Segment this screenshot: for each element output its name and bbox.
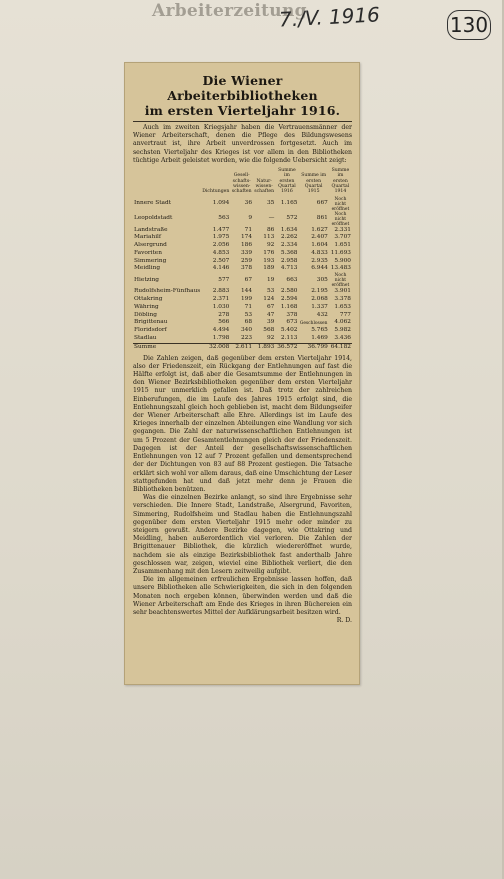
district-cell: Ottakring [134, 296, 163, 303]
value-cell: 4.146 [212, 265, 230, 272]
table-row [133, 227, 352, 235]
value-cell: 5.368 [280, 249, 298, 256]
value-cell: 193 [263, 257, 275, 264]
value-cell: 9 [248, 215, 253, 222]
table-header: Summe im ersten Quartal 1914 [331, 168, 350, 195]
value-cell: 2.594 [280, 296, 298, 303]
value-cell: 1.651 [334, 242, 351, 249]
value-cell: 1.975 [212, 234, 230, 241]
value-cell: 189 [263, 265, 275, 272]
value-cell: 92 [266, 335, 275, 342]
value-cell: 2.883 [212, 288, 230, 295]
newspaper-stamp: Arbeiterzeitung [152, 1, 307, 21]
table-header: Dichtungen [202, 189, 230, 195]
value-cell: 36.799 [298, 343, 328, 351]
table-header [133, 168, 201, 196]
value-cell: 4.713 [280, 265, 298, 272]
value-cell: 1.893 [253, 343, 275, 351]
article-intro: Auch im zweiten Kriegsjahr haben die Vertrauensmänner der Wiener Arbeiterschaft, denen die Pflege des Bildungswesens anvertraut ist, ihre Arbeit unverdrossen fortgesetzt. Auch im sechsten Vierteljahr des Krieges ist vor allem in den Bibliotheken tüchtige Arbeit geleistet worden, wie die folgende Uebersicht zeigt: [133, 124, 352, 164]
district-cell: Mariahilf [134, 234, 162, 241]
table-total-row [133, 343, 352, 351]
handwritten-date: 7./V. 1916 [278, 2, 381, 32]
district-cell: Hietzing [134, 276, 160, 283]
value-cell: 1.165 [280, 200, 298, 207]
value-cell: 53 [244, 311, 253, 318]
value-cell: 340 [240, 327, 253, 334]
value-cell: 53 [266, 288, 275, 295]
table-row [133, 234, 352, 242]
value-cell: 5.765 [311, 327, 328, 334]
value-cell: 64.182 [330, 343, 351, 350]
value-cell: 563 [218, 215, 230, 222]
district-cell: Währing [134, 303, 159, 310]
value-cell: 144 [240, 288, 253, 295]
table-row [133, 242, 352, 250]
district-cell: Simmering [134, 257, 167, 264]
table-header: Natur-wissen-schaften [254, 178, 275, 195]
value-cell: 339 [240, 249, 253, 256]
value-cell: 4.062 [334, 319, 351, 326]
table-header: Summe im ersten Quartal 1916 [278, 168, 296, 195]
value-cell: 1.094 [212, 200, 230, 207]
value-cell: 92 [266, 242, 275, 249]
value-cell: 223 [240, 335, 253, 342]
value-cell: 2.068 [311, 296, 328, 303]
district-cell: Meidling [134, 265, 161, 272]
value-cell: 2.113 [280, 335, 298, 342]
value-cell: 1.627 [311, 226, 328, 233]
value-cell: 3.378 [334, 296, 351, 303]
value-cell: 2.056 [212, 242, 230, 249]
value-cell: 1.030 [212, 303, 230, 310]
district-cell: Alsergrund [134, 242, 167, 249]
district-cell: Summe [133, 343, 201, 351]
value-cell: 2.507 [212, 257, 230, 264]
value-cell: 71 [244, 226, 253, 233]
table-row [133, 197, 352, 212]
value-cell: 2.331 [334, 226, 351, 233]
table-row [133, 319, 352, 327]
value-cell: 1.653 [334, 303, 351, 310]
district-cell: Brigittenau [134, 319, 168, 326]
value-cell: 5.900 [334, 257, 351, 264]
value-cell: 577 [218, 276, 230, 283]
value-cell: 67 [266, 303, 275, 310]
value-cell: 568 [263, 327, 275, 334]
article-title-line2: im ersten Vierteljahr 1916. [144, 103, 341, 118]
table-row [133, 327, 352, 335]
value-cell: 3.436 [334, 335, 351, 342]
value-cell: Noch nicht eröffnet [331, 273, 350, 289]
value-cell: Noch nicht eröffnet [331, 211, 350, 227]
value-cell: 19 [266, 276, 275, 283]
value-cell: 2.262 [280, 234, 298, 241]
district-cell: Floridsdorf [134, 327, 167, 334]
value-cell: 2.407 [311, 234, 328, 241]
archive-number: 130 [447, 10, 491, 40]
value-cell: Noch nicht eröffnet [331, 196, 350, 212]
table-row [133, 265, 352, 273]
table-header-row [133, 168, 352, 196]
value-cell: 572 [286, 215, 298, 222]
value-cell: 4.494 [212, 327, 230, 334]
value-cell: 174 [240, 234, 253, 241]
district-cell: Landstraße [134, 226, 168, 233]
table-row [133, 212, 352, 227]
value-cell: 35 [266, 200, 275, 207]
value-cell: 2.958 [280, 257, 298, 264]
value-cell: 5.982 [334, 327, 351, 334]
value-cell: 305 [316, 276, 328, 283]
value-cell: 113 [263, 234, 275, 241]
table-header: Summe im ersten Quartal 1915 [301, 173, 327, 195]
value-cell: 278 [218, 311, 230, 318]
value-cell: 673 [286, 319, 298, 326]
table-row [133, 258, 352, 266]
value-cell: 2.371 [212, 296, 230, 303]
article-title [133, 73, 352, 118]
value-cell: 2.935 [311, 257, 328, 264]
article-paragraph: Die Zahlen zeigen, daß gegenüber dem ersten Vierteljahr 1914, also der Friedenszeit, ein Rückgang der Entlehnungen auf fast die Hälfte erfolgt ist, daß aber die Gesamtsumme der Entlehnungen in den Wiener Bezirksbibliotheken gegenüber dem ersten Vierteljahr 1915 nur unmerklich gefallen ist. Daß trotz der zahlreichen Einberufungen, die im Laufe des Jahres 1915 erfolgt sind, die Entlehnungszahl gleich hoch geblieben ist, macht dem Bildungseifer der Wiener Arbeiterschaft alle Ehre. Allerdings ist im Laufe des Krieges innerhalb der einzelnen Abteilungen eine Wandlung vor sich gegangen. Die Zahl der naturwissenschaftlichen Entlehnungen ist um 5 Prozent der Gesamtentlehnungen gleich der der Friedenszeit. Dagegen ist der Anteil der gesellschaftswissenschaftlichen Entlehnungen von 12 auf 7 Prozent gefallen und dementsprechend der der Dichtungen von 83 auf 88 Prozent gestiegen. Die Tatsache erklärt sich wohl vor allem daraus, daß eine Umschichtung der Leser stattgefunden hat und daß jetzt mehr denn je Frauen die Bibliotheken benützen. [133, 354, 352, 493]
value-cell: 566 [218, 319, 230, 326]
value-cell: 1.477 [212, 226, 230, 233]
table-row [133, 273, 352, 288]
value-cell: 2.580 [280, 288, 298, 295]
table-row [133, 312, 352, 320]
value-cell: 777 [339, 311, 351, 318]
value-cell: 199 [240, 296, 253, 303]
article-title-line1: Die Wiener Arbeiterbibliotheken [167, 73, 318, 103]
value-cell: 6.944 [311, 265, 328, 272]
value-cell: 47 [266, 311, 275, 318]
table-row [133, 296, 352, 304]
table-row [133, 304, 352, 312]
value-cell: 2.195 [311, 288, 328, 295]
value-cell: 4.853 [212, 249, 230, 256]
district-cell: Favoriten [134, 249, 162, 256]
value-cell: 32.008 [201, 343, 230, 351]
value-cell: 86 [266, 226, 275, 233]
value-cell: — [268, 215, 275, 222]
value-cell: 3.901 [334, 288, 351, 295]
district-cell: Stadlau [134, 335, 157, 342]
value-cell: 3.707 [334, 234, 351, 241]
value-cell: 2.611 [230, 343, 253, 351]
value-cell: 176 [263, 249, 275, 256]
value-cell: 259 [240, 257, 253, 264]
newspaper-clipping [124, 62, 360, 685]
value-cell: 667 [316, 200, 328, 207]
value-cell: 39 [266, 319, 275, 326]
value-cell: 36 [244, 200, 253, 207]
value-cell: 378 [240, 265, 253, 272]
district-cell: Leopoldstadt [134, 215, 173, 222]
value-cell: 861 [316, 215, 328, 222]
value-cell: 1.634 [280, 226, 298, 233]
value-cell: 2.334 [280, 242, 298, 249]
value-cell: 68 [244, 319, 253, 326]
table-header: Gesell-schafts-wissen-schaften [231, 173, 252, 195]
district-cell: Innere Stadt [134, 200, 172, 207]
article-signature: R. D. [336, 617, 352, 625]
value-cell: 1.168 [280, 303, 298, 310]
district-cell: Döbling [134, 311, 158, 318]
value-cell: 71 [244, 303, 253, 310]
value-cell: 1.469 [311, 335, 328, 342]
value-cell: 663 [286, 276, 298, 283]
value-cell: 1.337 [311, 303, 328, 310]
table-row [133, 335, 352, 343]
table-row [133, 250, 352, 258]
value-cell: 11.693 [330, 249, 351, 256]
value-cell: 5.402 [280, 327, 298, 334]
table-row [133, 288, 352, 296]
value-cell: 378 [286, 311, 298, 318]
title-rule [133, 121, 352, 122]
article-paragraph: Die im allgemeinen erfreulichen Ergebnisse lassen hoffen, daß unsere Bibliotheken alle Schwierigkeiten, die sich in den folgenden Monaten noch ergeben können, überwinden werden und daß die Wiener Arbeiterschaft am Ende des Krieges in ihren Büchereien ein sehr beachtenswertes Mittel der Aufklärungsarbeit besitzen wird. [133, 576, 352, 616]
value-cell: 124 [263, 296, 275, 303]
table-body [133, 197, 352, 352]
value-cell: Geschlossen [299, 320, 328, 326]
value-cell: 1.798 [212, 335, 230, 342]
value-cell: 67 [244, 276, 253, 283]
value-cell: 1.604 [311, 242, 328, 249]
value-cell: 186 [240, 242, 253, 249]
district-cell: Rudolfsheim-Fünfhaus [134, 288, 201, 295]
article-paragraph: Was die einzelnen Bezirke anlangt, so sind ihre Ergebnisse sehr verschieden. Die Innere Stadt, Landstraße, Alsergrund, Favoriten, Simmering, Rudolfsheim und Stadlau haben die Entlehnungszahl gegenüber dem ersten Vierteljahr 1915 mehr oder minder zu steigern gewußt. Andere Bezirke dagegen, wie Ottakring und Meidling, haben außerordentlich viel verloren. Die Zahlen der Brigittenauer Bibliothek, die kürzlich wiedereröffnet wurde, nachdem sie als einzige Bezirksbibliothek fast anderthalb Jahre geschlossen war, zeigen, wieviel eine Bibliothek verliert, die den Zusammenhang mit den Lesern zeitweilig aufgibt. [133, 494, 352, 575]
value-cell: 36.572 [277, 343, 298, 350]
value-cell: 4.833 [311, 249, 328, 256]
value-cell: 13.483 [330, 265, 351, 272]
value-cell: 432 [316, 311, 328, 318]
statistics-table [133, 168, 352, 352]
